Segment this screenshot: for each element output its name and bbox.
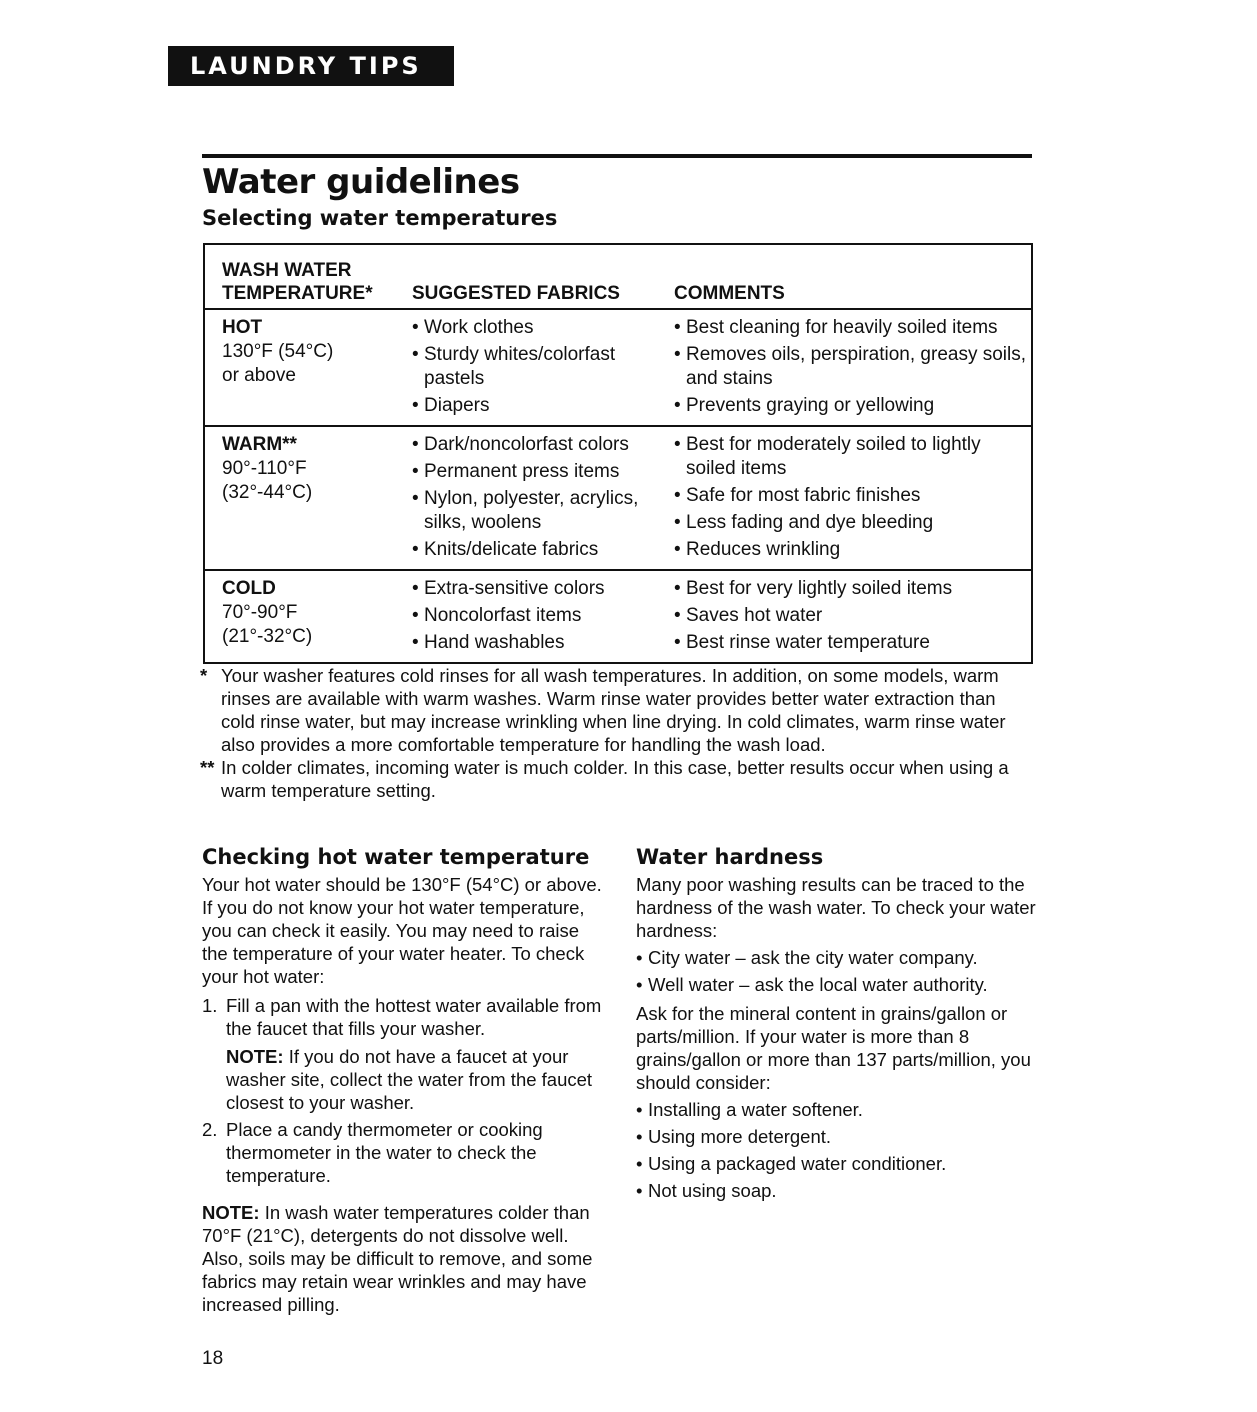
fabric-item: • Noncolorfast items [412, 604, 674, 628]
footnote [200, 664, 1030, 756]
title-rule [202, 154, 1032, 158]
step-text: Fill a pan with the hottest water available from the faucet that fills your washer. [226, 995, 602, 1039]
list-item: • City water – ask the city water company. [636, 946, 1036, 969]
hardness-intro: Many poor washing results can be traced to the hardness of the wash water. To check your water hardness: [636, 874, 1036, 941]
note-label: NOTE: [202, 1202, 260, 1223]
table-row-warm [204, 426, 1032, 570]
table-header-row [204, 244, 1032, 309]
footnote-mark: * [200, 665, 208, 686]
page-number: 18 [202, 1348, 224, 1369]
temperature-range: 70°-90°F [222, 602, 298, 623]
footnotes [200, 664, 1030, 802]
temperature-range: (21°-32°C) [222, 626, 313, 647]
comment-item: • Saves hot water [674, 604, 1031, 628]
temperature-range: (32°-44°C) [222, 482, 313, 503]
fabric-item: • Work clothes [412, 316, 674, 340]
temperature-range: 90°-110°F [222, 458, 307, 479]
table-heading: Selecting water temperatures [202, 206, 558, 230]
fabric-item: • Sturdy whites/colorfast pastels [412, 343, 674, 391]
comment-item: • Best for very lightly soiled items [674, 577, 1031, 601]
list-item: • Using more detergent. [636, 1125, 1036, 1148]
list-item: • Well water – ask the local water authority. [636, 973, 1036, 996]
fabric-item: • Extra-sensitive colors [412, 577, 674, 601]
fabric-item: • Dark/noncolorfast colors [412, 433, 674, 457]
header-temperature [204, 244, 412, 309]
section-tab: LAUNDRY TIPS [168, 46, 454, 86]
temperature-cell [204, 570, 412, 663]
step-item [202, 1118, 602, 1187]
step-number: 1. [202, 995, 218, 1016]
list-item: • Installing a water softener. [636, 1098, 1036, 1121]
comment-item: • Best rinse water temperature [674, 631, 1031, 655]
temperature-name: WARM** [222, 434, 297, 455]
list-item: • Using a packaged water conditioner. [636, 1152, 1036, 1175]
comment-item: • Safe for most fabric finishes [674, 484, 1031, 508]
footnote-text: In colder climates, incoming water is much colder. In this case, better results occur when using a warm temperature setting. [221, 757, 1009, 801]
comments-cell [674, 309, 1032, 426]
comment-item: • Removes oils, perspiration, greasy soils, and stains [674, 343, 1031, 391]
header-fabrics: SUGGESTED FABRICS [412, 244, 674, 309]
header-temperature-line1: WASH WATER [222, 260, 352, 281]
table-row-cold [204, 570, 1032, 663]
temperature-cell [204, 309, 412, 426]
fabrics-cell [412, 309, 674, 426]
page-title: Water guidelines [202, 162, 520, 202]
fabric-item: • Diapers [412, 394, 674, 418]
temperature-cell [204, 426, 412, 570]
temperature-name: COLD [222, 578, 276, 599]
fabric-item: • Nylon, polyester, acrylics, silks, woolens [412, 487, 674, 535]
fabric-item: • Hand washables [412, 631, 674, 655]
note-text: In wash water temperatures colder than 70°F (21°C), detergents do not dissolve well. Also, soils may be difficult to remove, and some fabrics may retain wear wrinkles and may have increased pilling. [202, 1202, 593, 1315]
fabrics-cell [412, 426, 674, 570]
step-item [202, 994, 602, 1114]
list-item: • Not using soap. [636, 1179, 1036, 1202]
footnote [200, 756, 1030, 802]
temperature-range: 130°F (54°C) [222, 341, 334, 362]
header-comments: COMMENTS [674, 244, 1032, 309]
step-number: 2. [202, 1119, 218, 1140]
header-temperature-line2: TEMPERATURE* [222, 283, 373, 304]
hardness-check-list [636, 946, 1036, 996]
comment-item: • Reduces wrinkling [674, 538, 1031, 562]
note-text: If you do not have a faucet at your washer site, collect the water from the faucet closest to your washer. [226, 1046, 593, 1113]
water-temperature-table [203, 243, 1033, 664]
comment-item: • Less fading and dye bleeding [674, 511, 1031, 535]
fabric-item: • Knits/delicate fabrics [412, 538, 674, 562]
fabrics-cell [412, 570, 674, 663]
step-note [226, 1045, 602, 1114]
water-hardness-heading: Water hardness [636, 845, 824, 869]
comment-item: • Prevents graying or yellowing [674, 394, 1031, 418]
footnote-mark: ** [200, 757, 215, 778]
comments-cell [674, 426, 1032, 570]
hot-water-heading: Checking hot water temperature [202, 845, 590, 869]
table-row-hot [204, 309, 1032, 426]
note-label: NOTE: [226, 1046, 284, 1067]
fabric-item: • Permanent press items [412, 460, 674, 484]
hot-water-intro: Your hot water should be 130°F (54°C) or above. If you do not know your hot water temperature, you can check it easily. You may need to raise the temperature of your water heater. To check your hot water: [202, 874, 602, 987]
hardness-middle-text: Ask for the mineral content in grains/gallon or parts/million. If your water is more than 8 grains/gallon or more than 137 parts/million, you should consider: [636, 1003, 1031, 1093]
detergent-note [202, 1201, 602, 1316]
hot-water-steps [202, 994, 602, 1187]
hot-water-section [202, 845, 602, 1316]
comment-item: • Best for moderately soiled to lightly soiled items [674, 433, 1031, 481]
water-hardness-section [636, 845, 1036, 1206]
comment-item: • Best cleaning for heavily soiled items [674, 316, 1031, 340]
footnote-text: Your washer features cold rinses for all wash temperatures. In addition, on some models, warm rinses are available with warm washes. Warm rinse water provides better water extraction than cold rinse water, but may increase wrinkling when line drying. In cold climates, warm rinse water also provides a more comfortable temperature for handling the wash load. [221, 665, 1006, 755]
step-text: Place a candy thermometer or cooking thermometer in the water to check the temperature. [226, 1119, 543, 1186]
comments-cell [674, 570, 1032, 663]
temperature-name: HOT [222, 317, 263, 338]
temperature-range: or above [222, 365, 296, 386]
hardness-consider-list [636, 1098, 1036, 1202]
